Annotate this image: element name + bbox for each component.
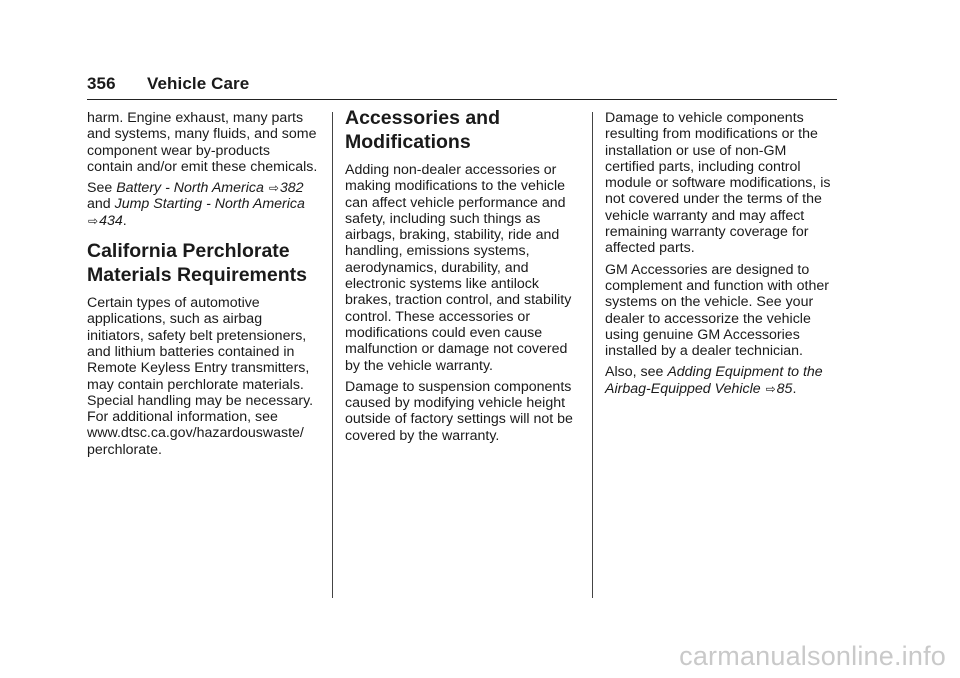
page-ref-arrow-icon: ⇨ [268,181,279,196]
column-divider [332,112,333,598]
watermark: carmanualsonline.info [679,641,946,671]
see-prefix: See [87,180,117,197]
heading-accessories-modifications: Accessories and Modifications [345,107,501,153]
paragraph-component-damage: Damage to vehicle components resulting from modifications or the installation or use of non-GM certified parts, including control module or software modifications, is not covered under the terms of the vehicle warranty and may affect remaining warranty coverage for affected parts. [605,110,831,257]
column-left [87,110,319,463]
paragraph-also-see [605,364,837,397]
period: . [122,212,127,229]
link-battery-north-america[interactable]: Battery - North America [116,180,264,197]
paragraph-harm: harm. Engine exhaust, many parts and systems, many fluids, and some component wear by-products contain and/or emit these chemicals. [87,110,318,175]
and-text: and [87,196,115,213]
page-ref-arrow-icon: ⇨ [765,381,776,396]
page-ref-arrow-icon: ⇨ [88,213,99,228]
header-rule [87,99,837,100]
link-page-382[interactable]: 382 [279,180,304,197]
link-adding-equipment[interactable]: Adding Equipment to the Airbag-Equipped Vehicle [605,364,823,397]
paragraph-gm-accessories: GM Accessories are designed to complement and function with other systems on the vehicle. See your dealer to accessorize the vehicle using genuine GM Accessories installed by a dealer technician. [605,261,829,360]
page-header [87,70,837,100]
link-page-85[interactable]: 85 [776,380,793,397]
paragraph-perchlorate: Certain types of automotive applications, such as airbag initiators, safety belt pretensioners, and lithium batteries contained in Remote Keyless Entry transmitters, may contain perchlorate materials. Special handling may be necessary. For additional information, see www.dtsc.ca.gov/hazardouswaste/ perchlorate. [87,295,314,458]
paragraph-non-dealer-accessories: Adding non-dealer accessories or making modifications to the vehicle can affect vehicle performance and safety, including such things as airbags, braking, stability, ride and handling, emissions systems, aerodynamics, durability, and electronic systems like antilock brakes, traction control, and stability control. These accessories or modifications could even cause malfunction or damage not covered by the vehicle warranty. [345,162,572,374]
period: . [792,380,797,397]
also-prefix: Also, see [605,364,668,381]
link-page-434[interactable]: 434 [99,212,123,229]
paragraph-suspension-damage: Damage to suspension components caused by modifying vehicle height outside of factory settings will not be covered by the warranty. [345,378,573,444]
heading-california-perchlorate: California Perchlorate Materials Requirements [87,240,307,287]
column-right [605,110,837,402]
column-middle [345,107,577,449]
column-divider [592,112,593,598]
link-jump-starting[interactable]: Jump Starting - North America [114,196,305,213]
paragraph-see-refs [87,180,319,229]
section-title: Vehicle Care [147,74,250,93]
page-number: 356 [87,74,116,93]
